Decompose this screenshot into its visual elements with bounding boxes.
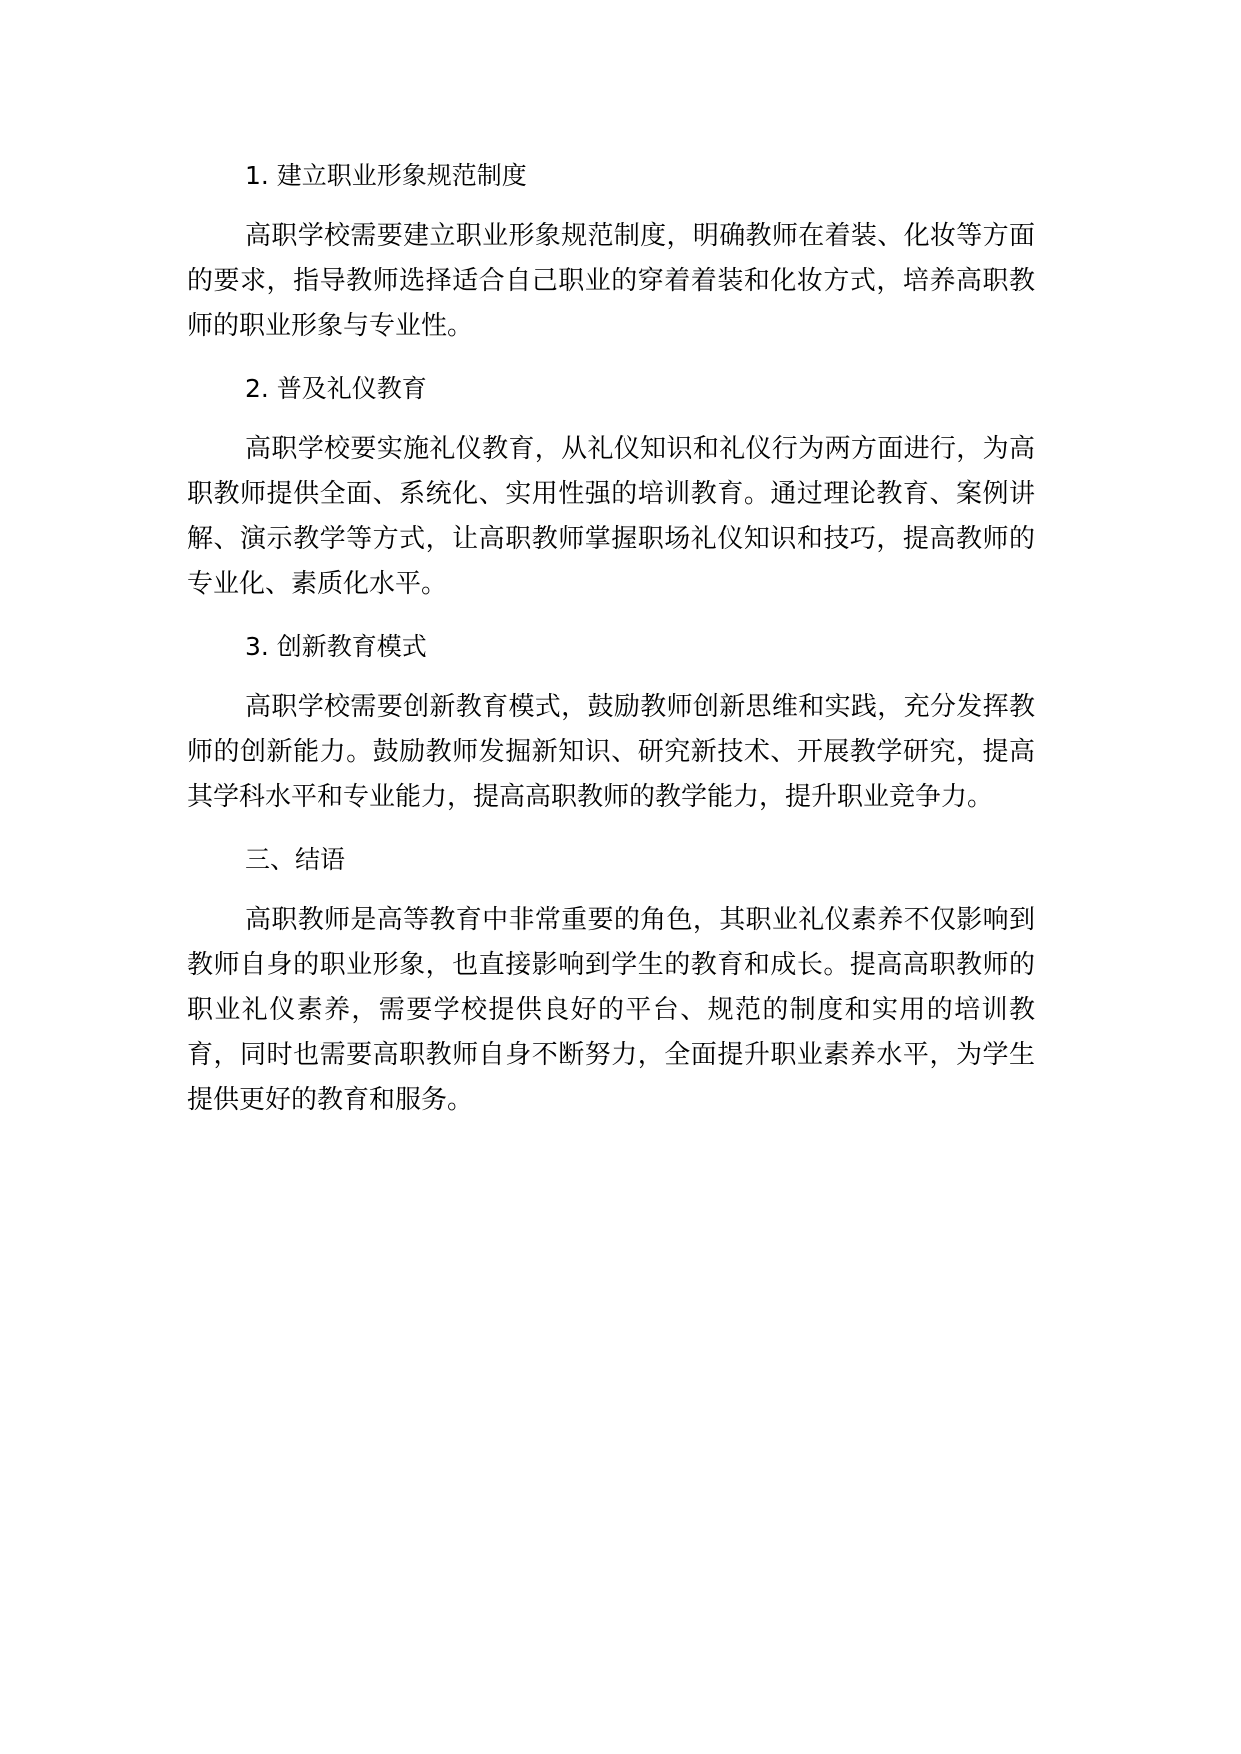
document-body: [187, 152, 1035, 1123]
section-paragraph-3: 高职学校需要创新教育模式，鼓励教师创新思维和实践，充分发挥教师的创新能力。鼓励教师发掘新知识、研究新技术、开展教学研究，提高其学科水平和专业能力，提高高职教师的教学能力，提升职业竞争力。: [187, 692, 1035, 812]
section-heading-3: 3. 创新教育模式: [245, 632, 427, 661]
section-heading-1: 1. 建立职业形象规范制度: [245, 161, 527, 190]
section-heading-2: 2. 普及礼仪教育: [245, 374, 427, 403]
section-paragraph-2: 高职学校要实施礼仪教育，从礼仪知识和礼仪行为两方面进行，为高职教师提供全面、系统化、实用性强的培训教育。通过理论教育、案例讲解、演示教学等方式，让高职教师掌握职场礼仪知识和技巧，提高教师的专业化、素质化水平。: [187, 434, 1035, 599]
conclusion-paragraph: 高职教师是高等教育中非常重要的角色，其职业礼仪素养不仅影响到教师自身的职业形象，也直接影响到学生的教育和成长。提高高职教师的职业礼仪素养，需要学校提供良好的平台、规范的制度和实用的培训教育，同时也需要高职教师自身不断努力，全面提升职业素养水平，为学生提供更好的教育和服务。: [187, 905, 1035, 1115]
conclusion-heading: 三、结语: [245, 845, 346, 874]
section-paragraph-1: 高职学校需要建立职业形象规范制度，明确教师在着装、化妆等方面的要求，指导教师选择适合自己职业的穿着着装和化妆方式，培养高职教师的职业形象与专业性。: [187, 221, 1035, 341]
